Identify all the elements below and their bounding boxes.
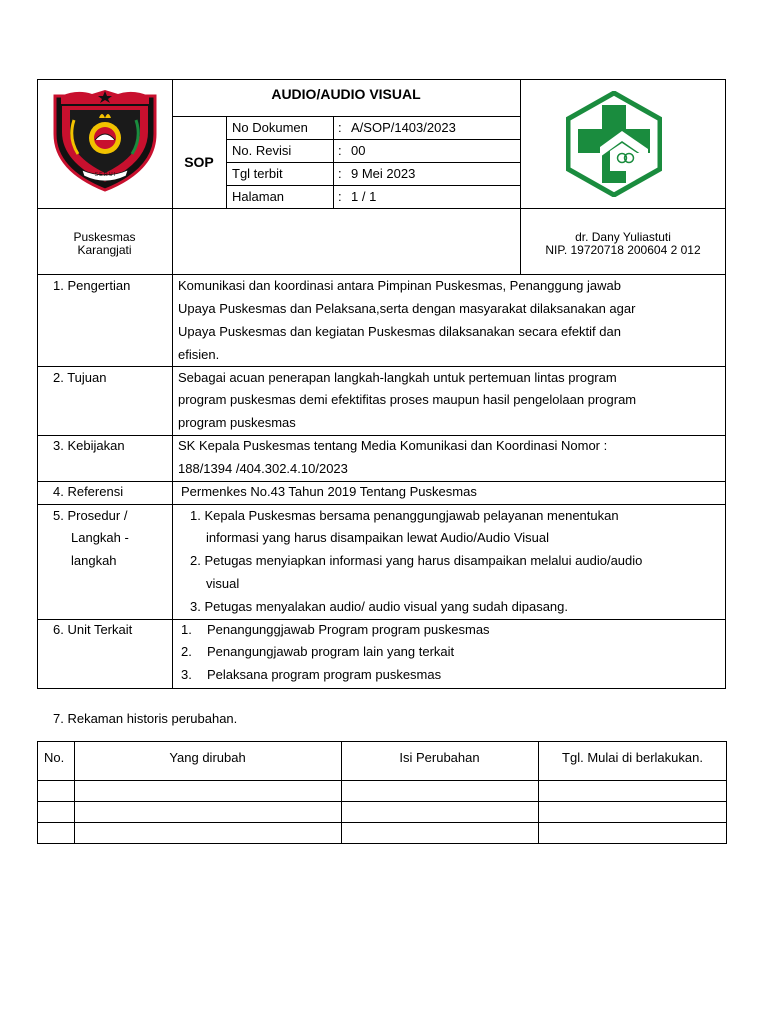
- unit-number: 1.: [181, 622, 192, 637]
- prosedur-step: 3. Petugas menyalakan audio/ audio visual yang sudah dipasang.: [190, 599, 568, 614]
- prosedur-label: 5. Prosedur /: [53, 508, 128, 523]
- doc-number-label: No Dokumen: [232, 120, 308, 135]
- institution-line1: Puskesmas: [73, 230, 136, 244]
- divider: [37, 435, 726, 436]
- issue-date-label: Tgl terbit: [232, 166, 283, 181]
- divider: [37, 619, 726, 620]
- kebijakan-line: SK Kepala Puskesmas tentang Media Komunikasi dan Koordinasi Nomor :: [178, 438, 608, 453]
- referensi-line: Permenkes No.43 Tahun 2019 Tentang Puskesmas: [181, 484, 477, 499]
- pengertian-line: Komunikasi dan koordinasi antara Pimpinan Puskesmas, Penanggung jawab: [178, 278, 621, 293]
- page-value: 1 / 1: [351, 189, 377, 204]
- unit-terkait-label: 6. Unit Terkait: [53, 622, 133, 637]
- pengertian-line: Upaya Puskesmas dan Pelaksana,serta dengan masyarakat dilaksanakan agar: [178, 301, 636, 316]
- prosedur-step: 2. Petugas menyiapkan informasi yang harus disampaikan melalui audio/audio: [190, 553, 643, 568]
- divider: [37, 366, 726, 367]
- svg-text:S E R U I: S E R U I: [94, 172, 116, 178]
- divider: [226, 116, 227, 208]
- prosedur-step: informasi yang harus disampaikan lewat Audio/Audio Visual: [206, 530, 550, 545]
- kebijakan-line: 188/1394 /404.302.4.10/2023: [178, 461, 348, 476]
- table-row: [37, 823, 727, 843]
- divider: [226, 185, 520, 186]
- doc-number-sep: :: [338, 120, 342, 135]
- unit-item: Penangungjawab program lain yang terkait: [207, 644, 455, 659]
- column-header-no: No.: [44, 750, 65, 765]
- revision-label: No. Revisi: [232, 143, 292, 158]
- tujuan-label: 2. Tujuan: [53, 370, 107, 385]
- unit-item: Pelaksana program program puskesmas: [207, 667, 442, 682]
- page-label: Halaman: [232, 189, 285, 204]
- divider: [37, 208, 726, 209]
- sop-label: SOP: [184, 154, 214, 170]
- institution-line2: Karangjati: [77, 243, 132, 257]
- history-title: 7. Rekaman historis perubahan.: [53, 711, 238, 726]
- prosedur-label: Langkah -: [71, 530, 129, 545]
- revision-sep: :: [338, 143, 342, 158]
- divider: [172, 79, 173, 274]
- issue-date-sep: :: [338, 166, 342, 181]
- pengertian-label: 1. Pengertian: [53, 278, 131, 293]
- unit-number: 3.: [181, 667, 192, 682]
- divider: [226, 139, 520, 140]
- regency-emblem-icon: [52, 88, 158, 194]
- divider: [37, 504, 726, 505]
- tujuan-line: Sebagai acuan penerapan langkah-langkah untuk pertemuan lintas program: [178, 370, 617, 385]
- signer-nip: NIP. 19720718 200604 2 012: [545, 243, 701, 257]
- table-row: [37, 781, 727, 801]
- revision-value: 00: [351, 143, 366, 158]
- divider: [333, 116, 334, 208]
- kebijakan-label: 3. Kebijakan: [53, 438, 125, 453]
- page-sep: :: [338, 189, 342, 204]
- column-header-content: Isi Perubahan: [399, 750, 480, 765]
- tujuan-line: program puskesmas demi efektifitas proses maupun hasil pengelolaan program: [178, 392, 637, 407]
- divider: [172, 274, 173, 689]
- pengertian-line: efisien.: [178, 347, 220, 362]
- referensi-label: 4. Referensi: [53, 484, 124, 499]
- column-header-changed: Yang dirubah: [169, 750, 246, 765]
- unit-item: Penangunggjawab Program program puskesmas: [207, 622, 490, 637]
- document-title: AUDIO/AUDIO VISUAL: [271, 86, 421, 102]
- issue-date-value: 9 Mei 2023: [351, 166, 416, 181]
- prosedur-step: 1. Kepala Puskesmas bersama penanggungjawab pelayanan menentukan: [190, 508, 619, 523]
- divider: [172, 116, 520, 117]
- tujuan-line: program puskesmas: [178, 415, 296, 430]
- pengertian-line: Upaya Puskesmas dan kegiatan Puskesmas dilaksanakan secara efektif dan: [178, 324, 621, 339]
- column-header-date: Tgl. Mulai di berlakukan.: [562, 750, 703, 765]
- signer-name: dr. Dany Yuliastuti: [575, 230, 671, 244]
- divider: [37, 481, 726, 482]
- divider: [226, 162, 520, 163]
- divider: [37, 274, 726, 275]
- doc-number-value: A/SOP/1403/2023: [351, 120, 456, 135]
- unit-number: 2.: [181, 644, 192, 659]
- prosedur-step: visual: [206, 576, 240, 591]
- puskesmas-logo-icon: [566, 91, 662, 197]
- prosedur-label: langkah: [71, 553, 117, 568]
- table-row: [37, 802, 727, 822]
